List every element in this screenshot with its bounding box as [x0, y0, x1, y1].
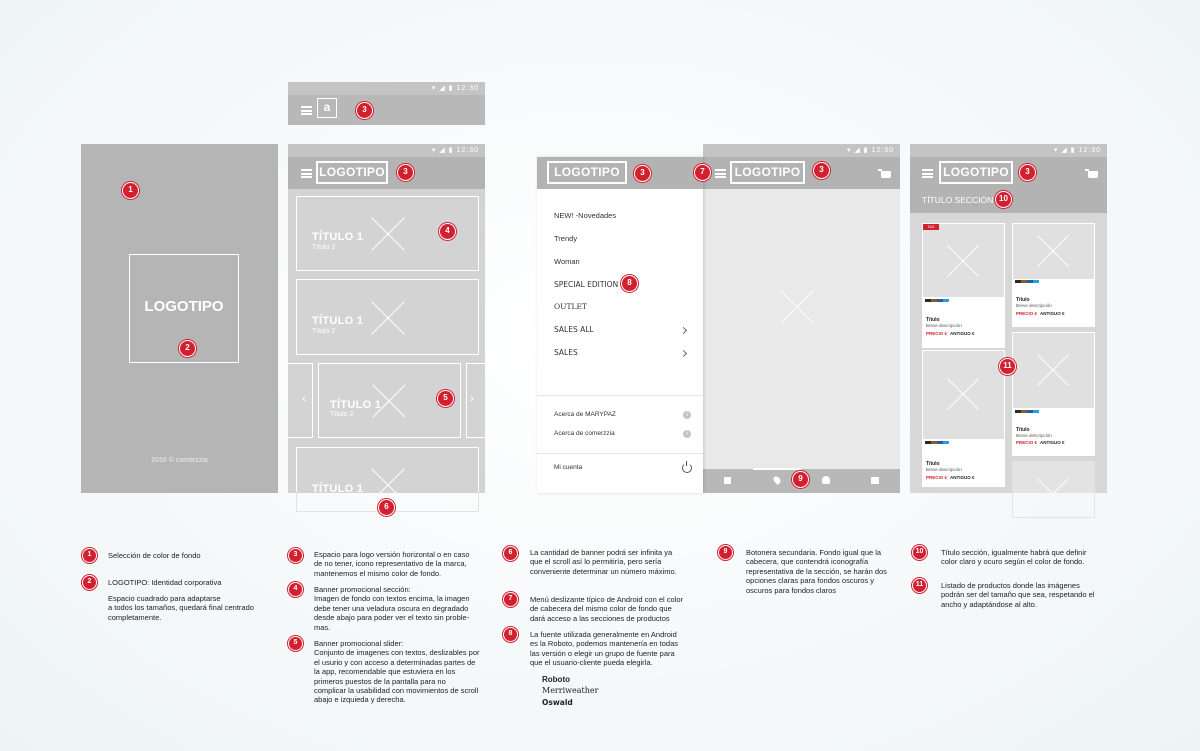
color-swatches: [925, 441, 949, 444]
alt-header-screen: [288, 82, 485, 125]
status-icons: ▾ ◢ ▮: [431, 147, 454, 154]
divider: [537, 395, 703, 396]
header-logo[interactable]: LOGOTIPO: [939, 161, 1013, 184]
status-icons: ▾ ◢ ▮: [1053, 147, 1076, 154]
product-title: Título: [1016, 427, 1030, 433]
slider-prev-slide[interactable]: [288, 363, 313, 438]
section-banner[interactable]: [296, 279, 479, 355]
power-icon[interactable]: [682, 463, 692, 473]
legend-badge-3: 3: [288, 548, 303, 563]
product-description: Breve descripción: [1016, 433, 1052, 438]
legend-text-6: La cantidad de banner podrá ser infinita ya que el scroll así lo permitiría, pero sería conveniente determinar un número máximo.: [530, 548, 677, 576]
badge-3: 3: [1019, 164, 1036, 181]
legend-text-2-detail: Espacio cuadrado para adaptarse a todos los tamaños, quedará final centrado completamente.: [108, 594, 254, 622]
image-placeholder-icon: [946, 244, 980, 278]
legend-text-11: Listado de productos donde las imágenes podrán ser del tamaño que sea, respetando el ancho y adaptándose al alto.: [941, 581, 1095, 609]
banner-title: TÍTULO 1: [330, 399, 382, 411]
image-placeholder-icon: [1036, 234, 1070, 268]
overflow-card-outline: [1012, 492, 1095, 518]
product-description: Breve descripción: [926, 323, 962, 328]
menu-item-about-comerzzia[interactable]: Acerca de comerzzia: [554, 430, 615, 437]
font-sample-roboto: Roboto: [542, 675, 570, 684]
product-card[interactable]: [1012, 332, 1095, 456]
qr-icon[interactable]: [724, 477, 731, 484]
banner-subtitle: Título 2: [312, 244, 336, 251]
home-screen: [288, 144, 485, 493]
swatch: [943, 441, 949, 444]
product-title: Título: [1016, 297, 1030, 303]
section-title: TÍTULO SECCIÓN: [922, 195, 994, 205]
image-placeholder-icon: [371, 217, 405, 251]
product-description: Breve descripción: [1016, 303, 1052, 308]
legend-badge-6: 6: [503, 546, 518, 561]
badge-11: 11: [999, 358, 1016, 375]
status-time: 12:30: [1078, 147, 1101, 154]
splash-screen: [81, 144, 278, 493]
gift-icon[interactable]: [871, 477, 879, 484]
legend-text-4: Banner promocional sección: Imagen de fondo con textos encima, la imagen debe tener una veladura oscura en degradado desde abajo para poder ver el texto sin proble- mas.: [314, 585, 470, 632]
menu-item-special-edition[interactable]: SPECIAL EDITION: [554, 280, 619, 289]
status-icons: ▾ ◢ ▮: [431, 85, 454, 92]
product-tag: TAG: [923, 224, 939, 230]
product-old-price: ANTIGUO €: [950, 475, 975, 480]
menu-item-sales[interactable]: SALES: [554, 348, 578, 357]
splash-logo-text: LOGOTIPO: [144, 298, 224, 315]
slider-next-slide[interactable]: [466, 363, 485, 438]
product-description: Breve descripción: [926, 467, 962, 472]
divider: [537, 453, 703, 454]
drawer-background-screen: [703, 144, 900, 493]
product-price: PRECIO €: [926, 475, 948, 480]
image-placeholder-icon: [946, 377, 980, 411]
legend-text-7: Menú deslizante típico de Android con el color de cabecera del mismo color de fondo que dará acceso a las secciones de productos: [530, 595, 684, 623]
product-title: Título: [926, 461, 940, 467]
badge-1: 1: [122, 182, 139, 199]
legend-text-9: Botonera secundaria. Fondo igual que la cabecera, que contendrá iconografía representativa de la sección, se harán dos opciones claras para fondos oscuros y oscuros para fondos claros: [746, 548, 887, 595]
hamburger-icon[interactable]: [922, 169, 933, 178]
swatch: [1033, 410, 1039, 413]
legend-badge-2: 2: [82, 575, 97, 590]
status-icons: ▾ ◢ ▮: [846, 147, 869, 154]
banner-subtitle: Título 2: [312, 328, 336, 335]
banner-title: TÍTULO 1: [312, 315, 364, 327]
legend-text-3: Espacio para logo versión horizontal o en caso de no tener, icono representativo de la marca, mantenemos el mismo color de fondo.: [314, 550, 470, 578]
amazon-logo-icon: [317, 98, 337, 118]
product-old-price: ANTIGUO €: [1040, 440, 1065, 445]
hamburger-icon[interactable]: [301, 169, 312, 178]
info-icon[interactable]: i: [683, 411, 691, 419]
banner-title: TÍTULO 1: [312, 231, 364, 243]
status-bar: [288, 82, 485, 95]
badge-6: 6: [378, 499, 395, 516]
cart-icon[interactable]: [1088, 171, 1098, 178]
chevron-right-icon: [680, 350, 687, 357]
banner-title: TÍTULO 1: [312, 483, 364, 493]
menu-item-sales-all[interactable]: SALES ALL: [554, 325, 594, 334]
swatch: [1033, 280, 1039, 283]
splash-footer: 2016 © comerzzia: [151, 457, 208, 464]
badge-10: 10: [995, 191, 1012, 208]
image-placeholder-icon: [1036, 477, 1070, 493]
chevron-right-icon: [680, 327, 687, 334]
hamburger-icon[interactable]: [715, 169, 726, 178]
product-card[interactable]: [922, 350, 1005, 487]
info-icon[interactable]: i: [683, 430, 691, 438]
image-placeholder-icon: [372, 384, 406, 418]
menu-item-trendy[interactable]: Trendy: [554, 234, 578, 243]
legend-text-5: Banner promocional slider: Conjunto de imagenes con textos, deslizables por el usurio y con acceso a determinadas partes de la app, recomendable que estuviera en los primeros puestos de la pantalla para no complicar la usabilidad con movimientos de scroll abajo e izquieda y derecha.: [314, 639, 480, 705]
banner-subtitle: Título 2: [330, 411, 354, 418]
menu-item-outlet[interactable]: OUTLET: [554, 302, 587, 311]
product-price: PRECIO €: [926, 331, 948, 336]
badge-9: 9: [792, 471, 809, 488]
product-price: PRECIO €: [1016, 311, 1038, 316]
badge-2: 2: [179, 340, 196, 357]
image-placeholder-icon: [371, 468, 405, 493]
product-card[interactable]: [922, 223, 1005, 348]
badge-4: 4: [439, 223, 456, 240]
legend-badge-1: 1: [82, 548, 97, 563]
amazon-logo-letter: a: [323, 100, 331, 114]
slider-next-icon[interactable]: ›: [470, 391, 474, 405]
header-logo[interactable]: LOGOTIPO: [316, 161, 388, 184]
drawer-logo[interactable]: LOGOTIPO: [547, 161, 627, 184]
color-swatches: [1015, 280, 1039, 283]
legend-text-8: La fuente utilizada generalmente en Android es la Roboto, podemos mantenería en todas las versión o elegir un grupo de fuente para que el usuario-cliente pueda elegirla.: [530, 630, 679, 668]
image-placeholder-icon: [780, 290, 814, 324]
product-old-price: ANTIGUO €: [950, 331, 975, 336]
product-price: PRECIO €: [1016, 440, 1038, 445]
image-placeholder-icon: [1036, 353, 1070, 387]
product-card[interactable]: [1012, 461, 1095, 493]
legend-badge-9: 9: [718, 545, 733, 560]
badge-3: 3: [634, 165, 651, 182]
status-bar: [703, 144, 900, 157]
menu-item-novedades[interactable]: NEW! -Novedades: [554, 211, 617, 220]
status-time: 12:30: [871, 147, 894, 154]
legend-badge-11: 11: [912, 578, 927, 593]
status-time: 12:30: [456, 85, 479, 92]
legend-badge-10: 10: [912, 545, 927, 560]
badge-3: 3: [813, 162, 830, 179]
menu-item-about-marypaz[interactable]: Acerca de MARYPAZ: [554, 411, 616, 418]
swatch: [943, 299, 949, 302]
badge-8: 8: [621, 275, 638, 292]
badge-3: 3: [397, 164, 414, 181]
menu-item-woman[interactable]: Woman: [554, 257, 580, 266]
product-card[interactable]: [1012, 223, 1095, 327]
menu-item-account[interactable]: Mi cuenta: [554, 464, 583, 471]
font-sample-oswald: Oswald: [542, 698, 573, 707]
color-swatches: [1015, 410, 1039, 413]
badge-5: 5: [437, 390, 454, 407]
navigation-drawer: [537, 157, 703, 493]
legend-badge-8: 8: [503, 627, 518, 642]
status-bar: [910, 144, 1107, 157]
legend-badge-7: 7: [503, 592, 518, 607]
legend-text-1: Selección de color de fondo: [108, 551, 201, 560]
bottom-nav-indicator: [753, 468, 801, 470]
legend-badge-5: 5: [288, 636, 303, 651]
slider-prev-icon[interactable]: ‹: [302, 391, 306, 405]
product-title: Título: [926, 317, 940, 323]
header-logo[interactable]: LOGOTIPO: [730, 161, 805, 184]
product-old-price: ANTIGUO €: [1040, 311, 1065, 316]
font-sample-merriweather: Merriweather: [542, 686, 599, 695]
badge-7: 7: [694, 164, 711, 181]
user-icon[interactable]: [822, 476, 830, 484]
status-bar: [288, 144, 485, 157]
hamburger-icon[interactable]: [301, 106, 312, 115]
legend-text-10: Título sección, igualmente habrá que definir color claro y ocuro según el color de fondo.: [941, 548, 1087, 567]
legend-text-2: LOGOTIPO: Identidad corporativa: [108, 578, 222, 587]
cart-icon[interactable]: [881, 171, 891, 178]
image-placeholder-icon: [371, 301, 405, 335]
legend-badge-4: 4: [288, 582, 303, 597]
section-banner[interactable]: [296, 447, 479, 493]
color-swatches: [925, 299, 949, 302]
status-time: 12:30: [456, 147, 479, 154]
badge-3: 3: [356, 102, 373, 119]
